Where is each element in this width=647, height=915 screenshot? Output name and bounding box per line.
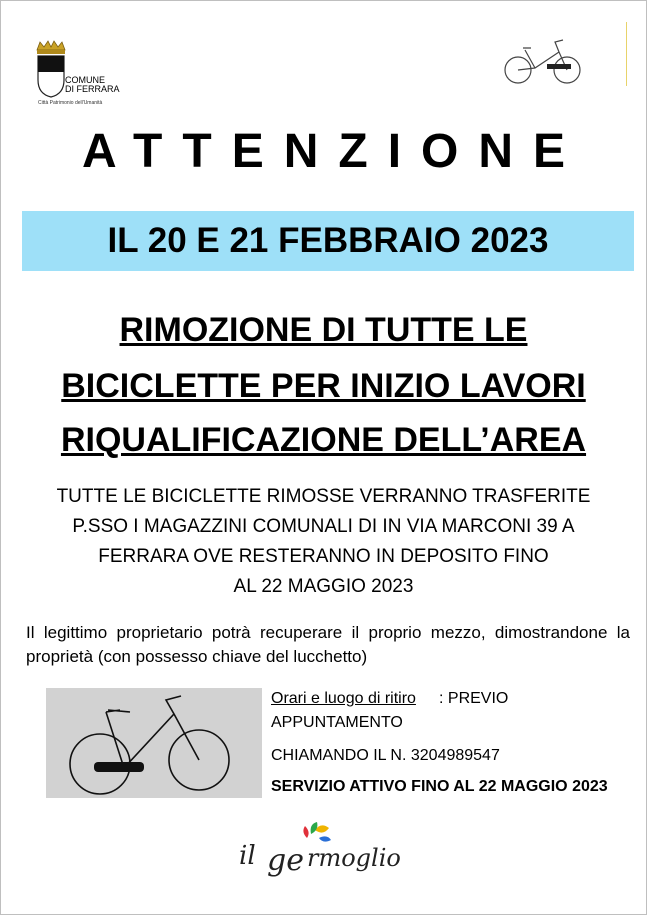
bicycle-icon bbox=[503, 38, 585, 91]
logo-line-2: DI FERRARA bbox=[65, 84, 120, 94]
date-banner-text: IL 20 E 21 FEBBRAIO 2023 bbox=[107, 221, 549, 260]
coat-of-arms-icon bbox=[34, 40, 68, 98]
headline-line-2: BICICLETTE PER INIZIO LAVORI bbox=[61, 367, 586, 405]
pickup-label bbox=[271, 688, 416, 709]
pickup-phone: CHIAMANDO IL N. 3204989547 bbox=[271, 747, 500, 764]
decorative-line bbox=[626, 22, 627, 86]
logo-text-right: rmoglio bbox=[307, 844, 401, 872]
date-banner bbox=[22, 211, 634, 271]
body-line-3: FERRARA OVE RESTERANNO IN DEPOSITO FINO bbox=[98, 546, 549, 567]
germoglio-logo bbox=[237, 820, 407, 890]
body-line-4: AL 22 MAGGIO 2023 bbox=[233, 576, 414, 597]
headline-line-1: RIMOZIONE DI TUTTE LE bbox=[119, 311, 528, 349]
bicycle-photo bbox=[46, 688, 262, 798]
pickup-value: : PREVIO bbox=[439, 690, 509, 707]
headline-line-3: RIQUALIFICAZIONE DELL’AREA bbox=[60, 421, 587, 459]
page-title: ATTENZIONE bbox=[81, 125, 586, 178]
comune-logo bbox=[34, 40, 124, 108]
logo-text-mid: ge bbox=[267, 843, 304, 878]
pickup-label-text: Orari e luogo di ritiro bbox=[271, 690, 416, 707]
logo-tagline: Città Patrimonio dell'Umanità bbox=[38, 100, 103, 106]
owner-note: Il legittimo proprietario potrà recuperare il proprio mezzo, dimostrandone la proprietà (con possesso chiave del lucchetto) bbox=[26, 623, 630, 666]
body-line-1: TUTTE LE BICICLETTE RIMOSSE VERRANNO TRASFERITE bbox=[56, 486, 591, 507]
pickup-service: SERVIZIO ATTIVO FINO AL 22 MAGGIO 2023 bbox=[271, 778, 608, 795]
bicycle-icon bbox=[46, 688, 262, 798]
body-line-2: P.SSO I MAGAZZINI COMUNALI DI IN VIA MARCONI 39 A bbox=[72, 516, 575, 537]
logo-line-1: COMUNE bbox=[65, 75, 105, 85]
logo-text-left: il bbox=[239, 841, 256, 871]
pickup-value-2: APPUNTAMENTO bbox=[271, 714, 403, 731]
